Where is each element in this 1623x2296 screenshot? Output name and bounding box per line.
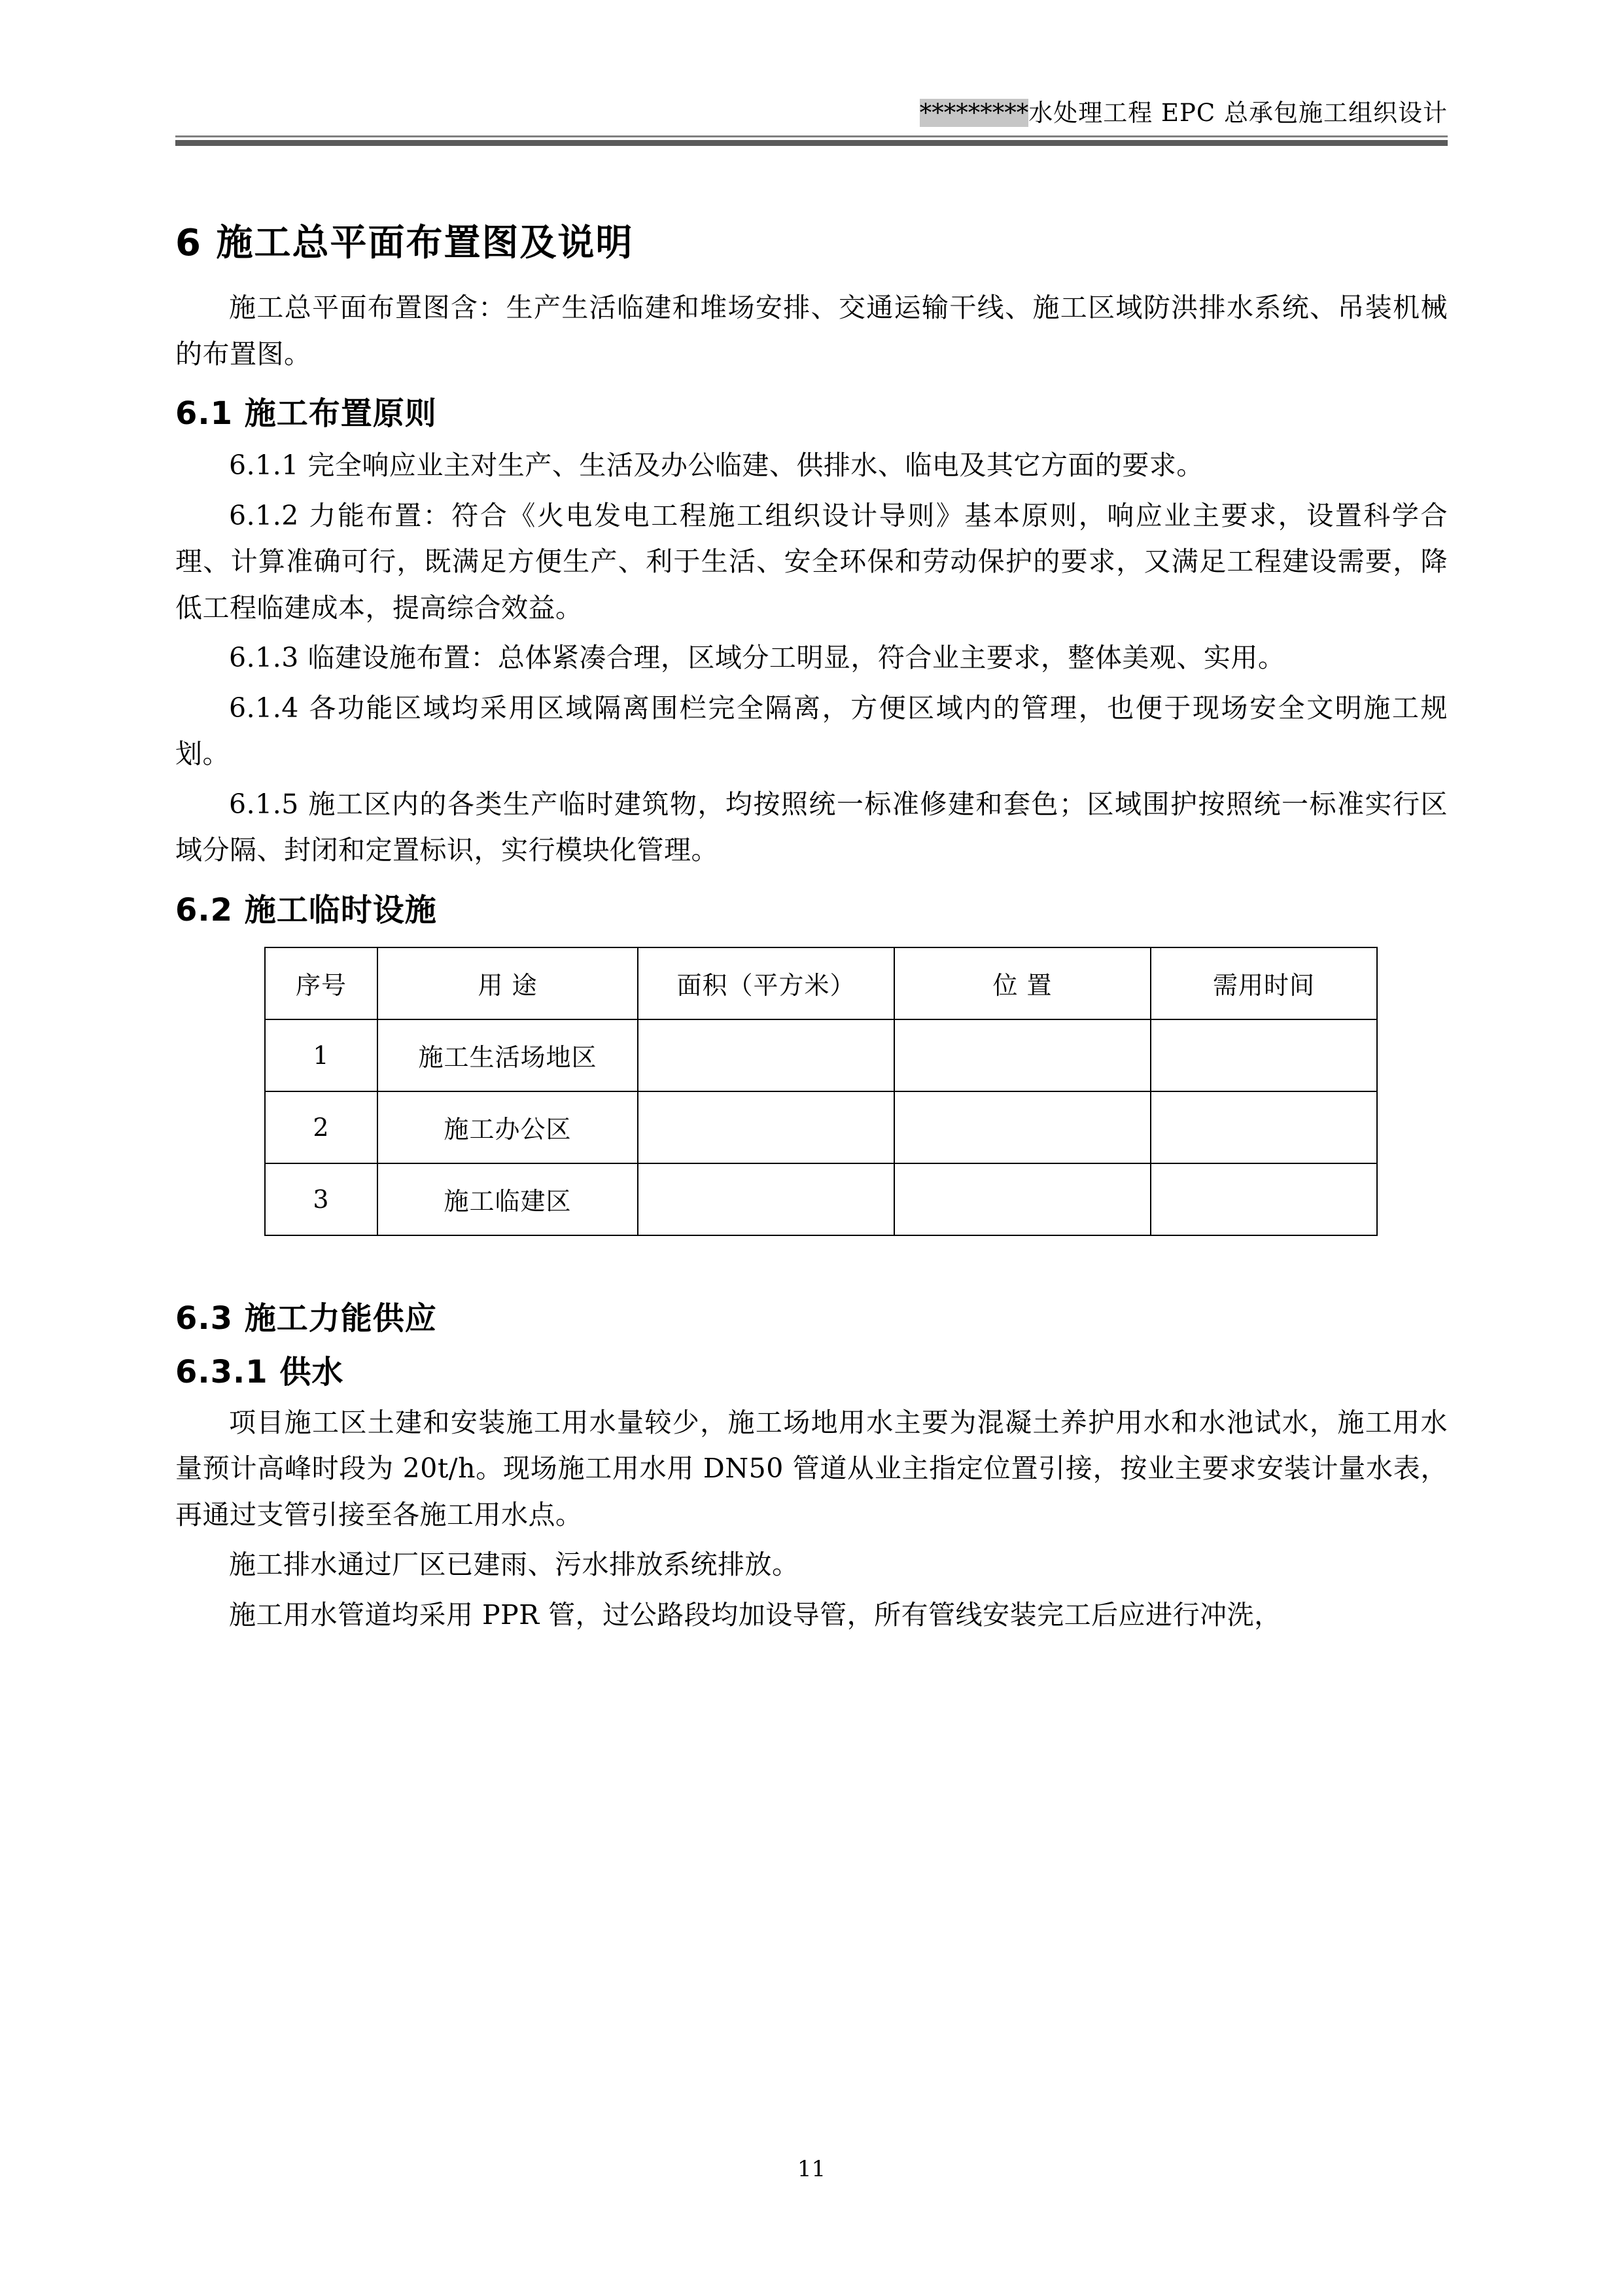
heading-section-6-2: 6.2 施工临时设施 xyxy=(175,891,437,928)
table-header-row xyxy=(265,947,1377,1019)
paragraph-6-1-1: 6.1.1 完全响应业主对生产、生活及办公临建、供排水、临电及其它方面的要求。 xyxy=(229,450,1204,482)
paragraph-6-1-3: 6.1.3 临建设施布置：总体紧凑合理，区域分工明显，符合业主要求，整体美观、实用。 xyxy=(229,642,1285,674)
page-footer xyxy=(0,2156,1623,2182)
cell-no: 1 xyxy=(265,1019,377,1091)
cell-area xyxy=(638,1163,894,1235)
cell-time xyxy=(1151,1091,1377,1163)
paragraph-6-3-1-c: 施工用水管道均采用 PPR 管，过公路段均加设导管，所有管线安装完工后应进行冲洗， xyxy=(229,1598,1282,1631)
paragraph-6-3-1-b: 施工排水通过厂区已建雨、污水排放系统排放。 xyxy=(229,1549,799,1581)
column-header-area: 面积（平方米） xyxy=(638,947,894,1019)
cell-use: 施工办公区 xyxy=(377,1091,638,1163)
header-rule-thick xyxy=(175,140,1448,146)
table-row xyxy=(265,1091,1377,1163)
header-title-line xyxy=(175,98,1448,128)
paragraph-6-1-2: 6.1.2 力能布置：符合《火电发电工程施工组织设计导则》基本原则，响应业主要求，设置科学合理、计算准确可行，既满足方便生产、利于生活、安全环保和劳动保护的要求，又满足工程建设需要，降低工程临建成本，提高综合效益。 xyxy=(175,499,1448,624)
table-row xyxy=(265,1019,1377,1091)
cell-location xyxy=(894,1163,1151,1235)
column-header-no: 序号 xyxy=(265,947,377,1019)
page-number: 11 xyxy=(797,2156,826,2182)
heading-section-6-1: 6.1 施工布置原则 xyxy=(175,395,437,433)
cell-location xyxy=(894,1091,1151,1163)
column-header-use: 用 途 xyxy=(377,947,638,1019)
cell-use: 施工生活场地区 xyxy=(377,1019,638,1091)
cell-location xyxy=(894,1019,1151,1091)
paragraph-6-3-1-a: 项目施工区土建和安装施工用水量较少，施工场地用水主要为混凝土养护用水和水池试水，施工用水量预计高峰时段为 20t/h。现场施工用水用 DN50 管道从业主指定位置引接，按业主要求安装计量水表，再通过支管引接至各施工用水点。 xyxy=(175,1406,1448,1530)
column-header-location: 位 置 xyxy=(894,947,1151,1019)
cell-use: 施工临建区 xyxy=(377,1163,638,1235)
header-redaction-stars: ********* xyxy=(919,99,1029,127)
paragraph-6-1-5: 6.1.5 施工区内的各类生产临时建筑物，均按照统一标准修建和套色；区域围护按照统一标准实行区域分隔、封闭和定置标识，实行模块化管理。 xyxy=(175,788,1448,866)
table-row xyxy=(265,1163,1377,1235)
cell-time xyxy=(1151,1019,1377,1091)
header-title-text: 水处理工程 EPC 总承包施工组织设计 xyxy=(1028,99,1448,127)
document-body xyxy=(175,209,1448,1642)
heading-section-6: 6 施工总平面布置图及说明 xyxy=(175,222,634,264)
paragraph-6-1-4: 6.1.4 各功能区域均采用区域隔离围栏完全隔离，方便区域内的管理，也便于现场安全文明施工规划。 xyxy=(175,692,1448,770)
temporary-facilities-table xyxy=(264,947,1378,1236)
paragraph-intro: 施工总平面布置图含：生产生活临建和堆场安排、交通运输干线、施工区域防洪排水系统、吊装机械的布置图。 xyxy=(175,292,1448,370)
heading-section-6-3-1: 6.3.1 供水 xyxy=(175,1353,344,1390)
cell-area xyxy=(638,1019,894,1091)
cell-no: 3 xyxy=(265,1163,377,1235)
column-header-time: 需用时间 xyxy=(1151,947,1377,1019)
cell-no: 2 xyxy=(265,1091,377,1163)
heading-section-6-3: 6.3 施工力能供应 xyxy=(175,1299,437,1337)
cell-time xyxy=(1151,1163,1377,1235)
page-header xyxy=(175,98,1448,146)
cell-area xyxy=(638,1091,894,1163)
header-rule-thin xyxy=(175,135,1448,137)
